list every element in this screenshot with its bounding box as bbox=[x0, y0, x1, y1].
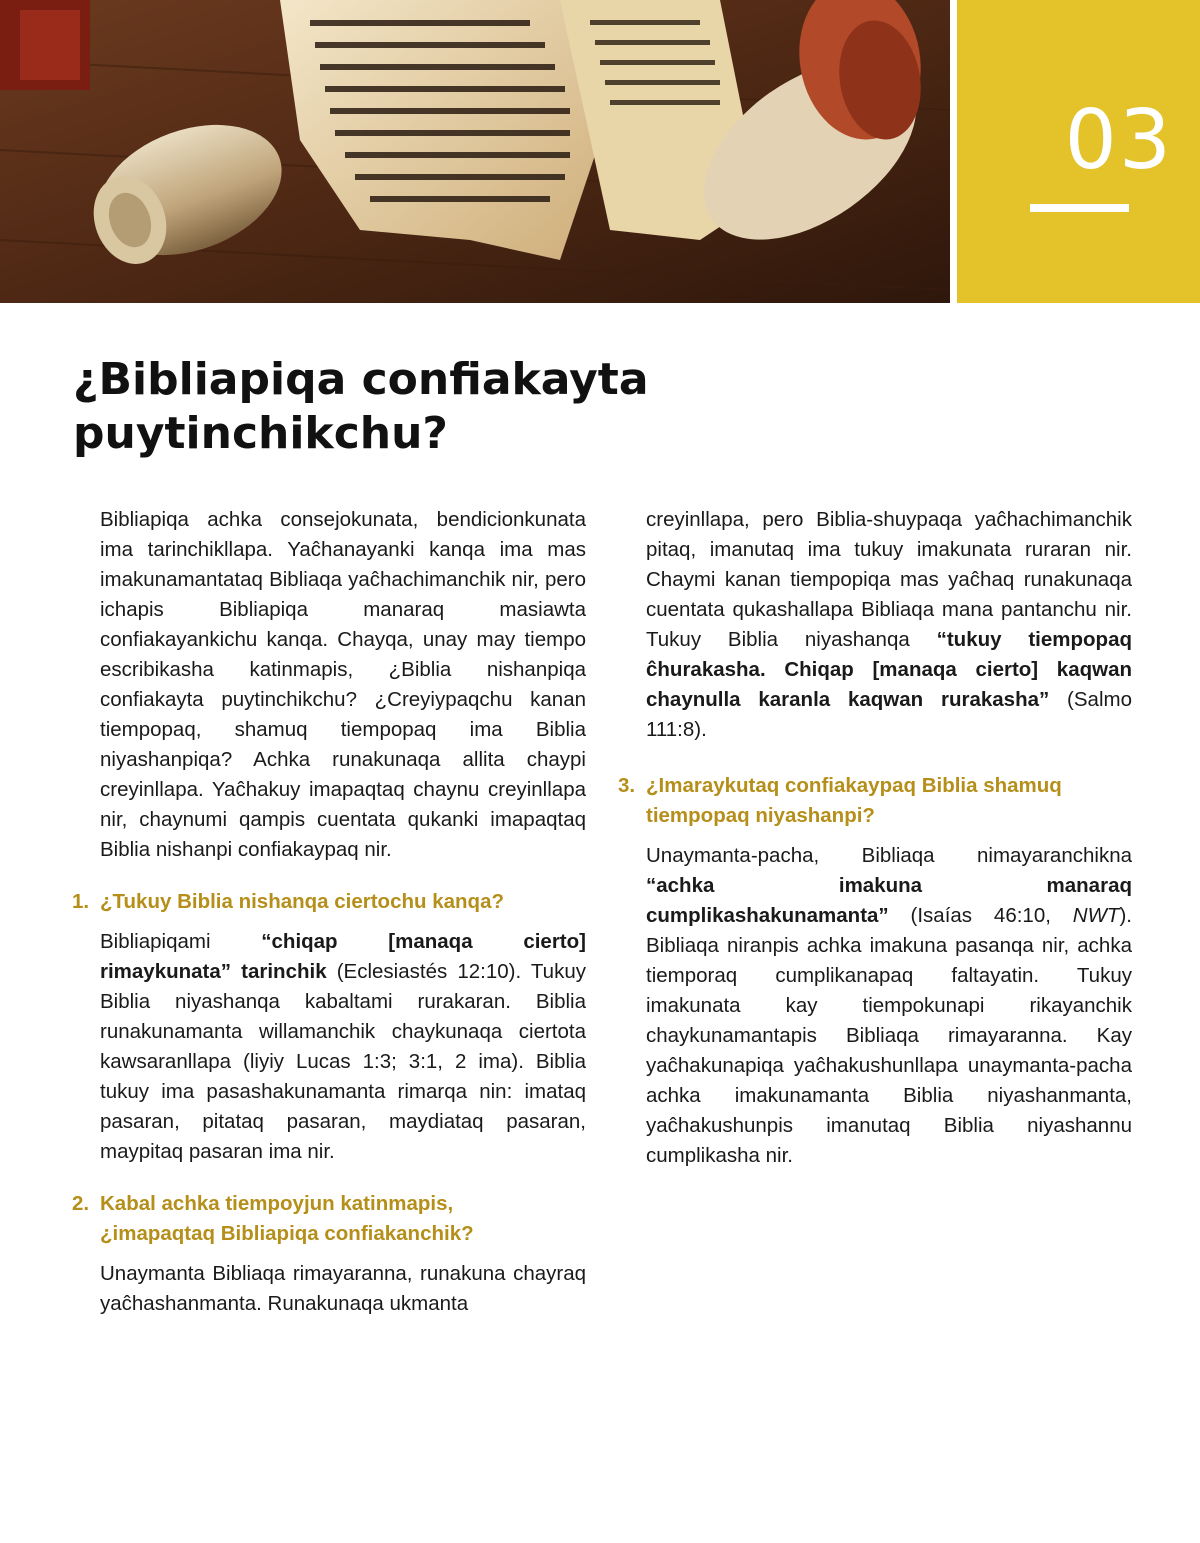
question-1-heading bbox=[72, 887, 586, 917]
header-photo-scrolls bbox=[0, 0, 950, 303]
page-title-line2: puytinchikchu? bbox=[73, 408, 448, 459]
question-3-heading bbox=[618, 771, 1132, 831]
answer-1-text-b: (Eclesiastés 12:10). Tukuy Biblia niyashanqa kabaltami rurakaran. Biblia runakunamanta willamanchik chaykunaqa ciertota kawsaranllapa (liyiy Lucas 1:3; 3:1, 2 ima). Biblia tukuy ima pasashakunamanta rimarqa nin: imataq pasaran, pitataq pasaran, maydiataq pasaran, maypitaq pasaran ima nir. bbox=[100, 960, 586, 1163]
question-1-text: ¿Tukuy Biblia nishanqa ciertochu kanqa? bbox=[100, 890, 504, 913]
question-3-number: 3. bbox=[618, 774, 636, 797]
answer-2-paragraph-part1: Unaymanta Bibliaqa rimayaranna, runakuna chayraq yaĉhashanmanta. Runakunaqa ukmanta bbox=[100, 1262, 586, 1315]
page-title-line1: ¿Bibliapiqa confiakayta bbox=[73, 354, 649, 405]
answer-3-text-b: (Isaías 46:10, bbox=[888, 904, 1073, 927]
answer-1-paragraph bbox=[100, 927, 586, 1167]
section-number: 03 bbox=[1064, 93, 1173, 188]
answer-3-paragraph bbox=[646, 841, 1132, 1171]
question-2-heading bbox=[72, 1189, 586, 1249]
intro-paragraph: Bibliapiqa achka consejokunata, bendicionkunata ima tarinchikllapa. Yaĉhanayanki kanqa ima mas imakunamantataq Bibliaqa yaĉhachimanchik nir, pero ichapis Bibliapiqa manaraq masiawta confiakayankichu kanqa. Chayqa, unay may tiempo escribikasha katinmapis, ¿Biblia nishanpiqa confiakayta puytinchikchu? ¿Creyiypaqchu kanan tiempopaq, shamuq tiempopaq ima Biblia niyashanpiqa? Achka runakunaqa allita chaypi creyinllapa. Yaĉhakuy imapaqtaq chaynu creyinllapa nir, chaynumi qampis cuentata qukanki imapaqtaq Biblia nishanpi confiakaypaq nir. bbox=[100, 508, 586, 861]
answer-3-citation: NWT bbox=[1072, 904, 1120, 927]
answer-1-text-a: Bibliapiqami bbox=[100, 930, 262, 953]
answer-2-paragraph-part2 bbox=[646, 505, 1132, 745]
answer-1-quote: “chiqap [manaqa cierto] rimaykunata” tarinchik bbox=[100, 930, 586, 983]
question-3-line1: ¿Imaraykutaq confiakaypaq Biblia shamuq bbox=[646, 774, 1062, 797]
question-2-number: 2. bbox=[72, 1192, 90, 1215]
answer-2-quote: “tukuy tiempopaq ĉhurakasha. Chiqap [manaqa cierto] kaqwan chaynulla karanla kaqwan rurakasha” bbox=[646, 628, 1132, 711]
question-2-line2: ¿imapaqtaq Bibliapiqa confiakanchik? bbox=[100, 1222, 474, 1245]
answer-3-quote: “achka imakuna manaraq cumplikashakunamanta” bbox=[646, 874, 1132, 927]
left-column bbox=[72, 505, 586, 1319]
right-column bbox=[618, 505, 1132, 1171]
question-3-line2: tiempopaq niyashanpi? bbox=[646, 804, 875, 827]
section-badge bbox=[957, 0, 1200, 303]
question-1-number: 1. bbox=[72, 890, 90, 913]
answer-2-text-b: (Salmo 111:8). bbox=[646, 688, 1132, 741]
page-title bbox=[73, 353, 773, 461]
scroll-image bbox=[0, 0, 950, 303]
answer-3-text-a: Unaymanta-pacha, Bibliaqa nimayaranchikna bbox=[646, 844, 1132, 867]
section-number-underline bbox=[1030, 204, 1129, 212]
question-2-line1: Kabal achka tiempoyjun katinmapis, bbox=[100, 1192, 454, 1215]
answer-3-text-c: ). Bibliaqa niranpis achka imakuna pasanqa nir, achka tiemporaq cumplikanapaq faltayatin. Tukuy imakunata kay tiempokunapi rikayanchik chaykunamantapis Bibliaqa rimayaranna. Kay yaĉhakunapiqa yaĉhakushunllapa unaymanta-pacha achka imakunamanta Biblia niyashanmanta, yaĉhakushunpis imanutaq Biblia niyashannu cumplikasha nir. bbox=[646, 904, 1132, 1167]
answer-2-text-a: creyinllapa, pero Biblia-shuypaqa yaĉhachimanchik pitaq, imanutaq ima tukuy imakunata ruraran nir. Chaymi kanan tiempopiqa mas yaĉhaq runakunaqa cuentata qukashallapa Bibliaqa mana pantanchu nir. Tukuy Biblia niyashanqa bbox=[646, 508, 1132, 651]
